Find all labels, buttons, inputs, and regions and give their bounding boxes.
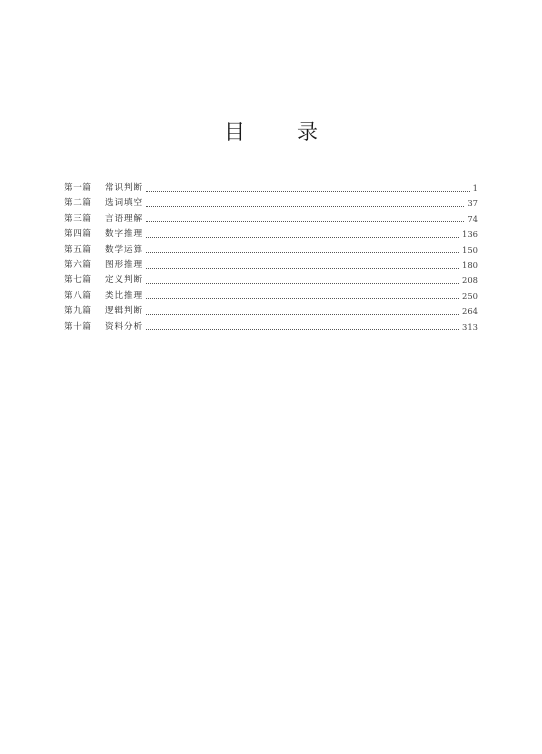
dot-leader xyxy=(146,328,459,330)
table-of-contents xyxy=(64,181,478,335)
toc-row[interactable] xyxy=(64,196,478,211)
dot-leader xyxy=(146,190,470,192)
toc-part: 第十篇 xyxy=(64,321,92,332)
dot-leader xyxy=(146,220,464,222)
title-char-2: 录 xyxy=(297,120,318,144)
toc-part: 第一篇 xyxy=(64,183,92,193)
toc-row[interactable] xyxy=(64,289,478,304)
toc-page-number: 313 xyxy=(462,321,478,332)
toc-part: 第五篇 xyxy=(64,244,92,255)
toc-page-number: 136 xyxy=(462,229,478,240)
toc-part: 第七篇 xyxy=(64,275,92,286)
dot-leader xyxy=(146,282,459,284)
toc-row[interactable] xyxy=(64,181,478,196)
toc-page-number: 74 xyxy=(467,213,478,224)
toc-part: 第九篇 xyxy=(64,306,92,317)
toc-title: 定义判断 xyxy=(105,275,143,286)
toc-row[interactable] xyxy=(64,243,478,258)
toc-part: 第四篇 xyxy=(64,229,92,240)
toc-title: 类比推理 xyxy=(105,290,143,301)
toc-title: 数字推理 xyxy=(105,229,143,240)
toc-row[interactable] xyxy=(64,304,478,319)
toc-row[interactable] xyxy=(64,320,478,335)
dot-leader xyxy=(146,267,459,269)
toc-title: 资料分析 xyxy=(105,321,143,332)
toc-title: 常识判断 xyxy=(105,183,143,193)
toc-page-number: 208 xyxy=(462,275,478,286)
dot-leader xyxy=(146,313,459,315)
dot-leader xyxy=(146,236,459,238)
toc-title: 言语理解 xyxy=(105,213,143,224)
toc-page-number: 180 xyxy=(462,259,478,270)
toc-row[interactable] xyxy=(64,227,478,242)
dot-leader xyxy=(146,297,459,299)
toc-title: 逻辑判断 xyxy=(105,306,143,317)
dot-leader xyxy=(146,205,464,207)
title-char-1: 目 xyxy=(224,120,245,144)
toc-row[interactable] xyxy=(64,212,478,227)
toc-part: 第八篇 xyxy=(64,290,92,301)
toc-title: 图形推理 xyxy=(105,259,143,270)
toc-page-number: 37 xyxy=(467,198,478,209)
toc-row[interactable] xyxy=(64,273,478,288)
toc-page-number: 250 xyxy=(462,290,478,301)
toc-part: 第三篇 xyxy=(64,213,92,224)
toc-part: 第六篇 xyxy=(64,259,92,270)
toc-title: 选词填空 xyxy=(105,198,143,209)
toc-page-number: 1 xyxy=(472,183,478,193)
toc-title: 数学运算 xyxy=(105,244,143,255)
toc-page-number: 264 xyxy=(462,306,478,317)
toc-page-number: 150 xyxy=(462,244,478,255)
toc-row[interactable] xyxy=(64,258,478,273)
toc-part: 第二篇 xyxy=(64,198,92,209)
dot-leader xyxy=(146,251,459,253)
page-title xyxy=(0,116,542,146)
